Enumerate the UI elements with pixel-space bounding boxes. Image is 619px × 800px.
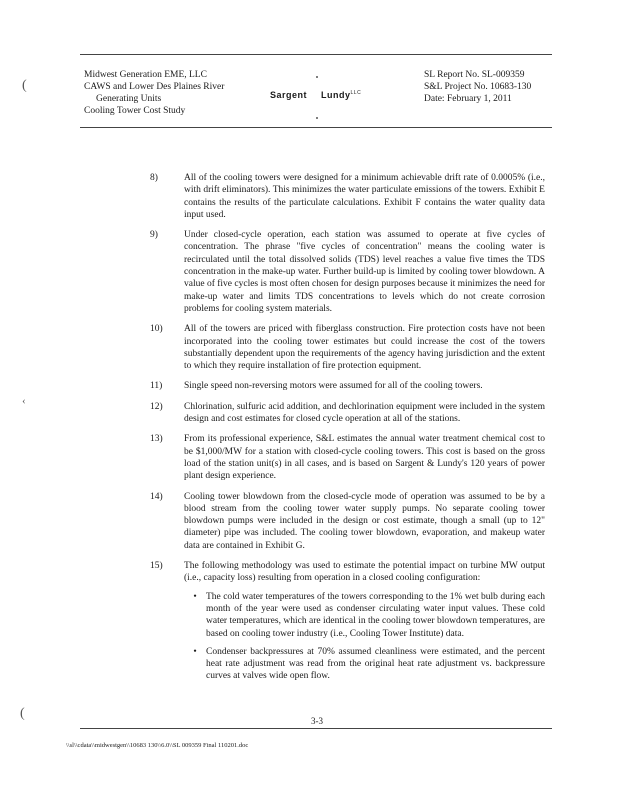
header-project-number: S&L Project No. 10683-130 xyxy=(424,82,532,92)
header-right-block xyxy=(424,69,531,105)
item-text: All of the cooling towers were designed for a minimum achievable drift rate of 0.0005% (i.e., with drift eliminators). This minimizes the water particulate emissions of the towers. Exhibit E contains the results of the particulate calculations. Exhibit F contains the water quality data input used. xyxy=(184,173,545,220)
footer-rule xyxy=(80,728,552,729)
bullet-dot-icon: • xyxy=(193,646,197,657)
binding-hole-mark: ( xyxy=(20,706,25,721)
bullet-text: The cold water temperatures of the towers corresponding to the 1% wet bulb during each month of the year were used as condenser circulating water input values. These cold water temperatures, which are identical in the cooling tower blowdown temperatures, are based on cooling tower industry (i.e., Cooling Tower Institute) data. xyxy=(206,591,545,639)
header-company: Midwest Generation EME, LLC xyxy=(84,70,207,80)
scan-speck xyxy=(316,117,318,119)
header-rule xyxy=(80,127,552,128)
list-item xyxy=(150,491,545,552)
list-item xyxy=(150,380,545,392)
list-item xyxy=(150,433,545,482)
conditions-list xyxy=(150,172,545,691)
list-item xyxy=(150,229,545,315)
binding-hole-mark: ( xyxy=(22,78,27,93)
item-text: The following methodology was used to estimate the potential impact on turbine MW output (i.e., capacity loss) resulting from operation in a closed cooling configuration: xyxy=(184,561,545,584)
item-number: 15) xyxy=(150,561,163,572)
header-left-block xyxy=(84,69,224,117)
list-item xyxy=(150,172,545,221)
item-number: 8) xyxy=(150,173,158,183)
bullet-dot-icon: • xyxy=(193,591,197,602)
bullet-item xyxy=(184,591,545,640)
binding-hole-mark: ‹ xyxy=(22,395,26,407)
bullet-item xyxy=(184,646,545,683)
list-item xyxy=(150,323,545,372)
scan-speck xyxy=(316,76,318,78)
page-number: 3-3 xyxy=(311,716,323,726)
item-text: Chlorination, sulfuric acid addition, and dechlorination equipment were included in the system design and cost estimates for closed cycle operation at all of the stations. xyxy=(184,401,545,425)
footer-file-path: \\sl\\cdata\\midwestgen\\10683 130\\6.0\\SL 009359 Final 110201.doc xyxy=(66,742,249,749)
header-date: Date: February 1, 2011 xyxy=(424,94,512,104)
item-text: Cooling tower blowdown from the closed-cycle mode of operation was assumed to be by a blood stream from the cooling tower water supply pumps. No separate cooling tower blowdown pumps were included in the design or cost estimate, though a small (up to 12" diameter) pipe was included. The cooling tower blowdown, evaporation, and makeup water data are contained in Exhibit G. xyxy=(184,491,545,551)
list-item xyxy=(150,560,545,683)
sargent-lundy-logo xyxy=(270,90,361,100)
item-number: 12) xyxy=(150,401,163,412)
header-study: Cooling Tower Cost Study xyxy=(84,106,186,116)
list-item xyxy=(150,401,545,426)
item-number: 10) xyxy=(150,324,163,335)
item-text: Single speed non-reversing motors were assumed for all of the cooling towers. xyxy=(184,381,483,392)
item-number: 13) xyxy=(150,434,163,445)
item-text: All of the towers are priced with fiberglass construction. Fire protection costs have not been incorporated into the cooling tower estimates but could increase the cost of the towers substantially dependent upon the requirements of the agency having jurisdiction and the extent to which they require installation of fire protection equipment. xyxy=(184,324,545,372)
item-number: 14) xyxy=(150,491,163,502)
header-facility: CAWS and Lower Des Plaines River xyxy=(84,82,225,92)
logo-right-text: Lundy xyxy=(321,90,351,100)
header-report-number: SL Report No. SL-009359 xyxy=(424,70,525,80)
item-number: 11) xyxy=(150,381,163,392)
top-rule xyxy=(80,54,552,55)
bullet-text: Condenser backpressures at 70% assumed cleanliness were estimated, and the percent heat rate adjustment was read from the original heat rate adjustment vs. backpressure curves at valves wide open flow. xyxy=(206,646,545,682)
item-text: Under closed-cycle operation, each station was assumed to operate at five cycles of concentration. The phrase "five cycles of concentration" means the cooling water is recirculated until the total dissolved solids (TDS) level reaches a value five times the TDS concentration in the make-up water. Further build-up is limited by cooling tower blowdown. A value of five cycles is most often chosen for design purposes because it minimizes the need for make-up water and limits TDS concentrations to levels which do not create corrosion problems for cooling system materials. xyxy=(184,230,545,314)
item-number: 9) xyxy=(150,230,158,241)
logo-llc-mark: LLC xyxy=(350,90,362,96)
item-text: From its professional experience, S&L estimates the annual water treatment chemical cost to be $1,000/MW for a station with closed-cycle cooling towers. This cost is based on the gross load of the station unit(s) in all cases, and is based on Sargent & Lundy's 120 years of power plant design experience. xyxy=(184,434,545,482)
logo-left-text: Sargent xyxy=(270,90,308,100)
header-units: Generating Units xyxy=(96,94,162,104)
